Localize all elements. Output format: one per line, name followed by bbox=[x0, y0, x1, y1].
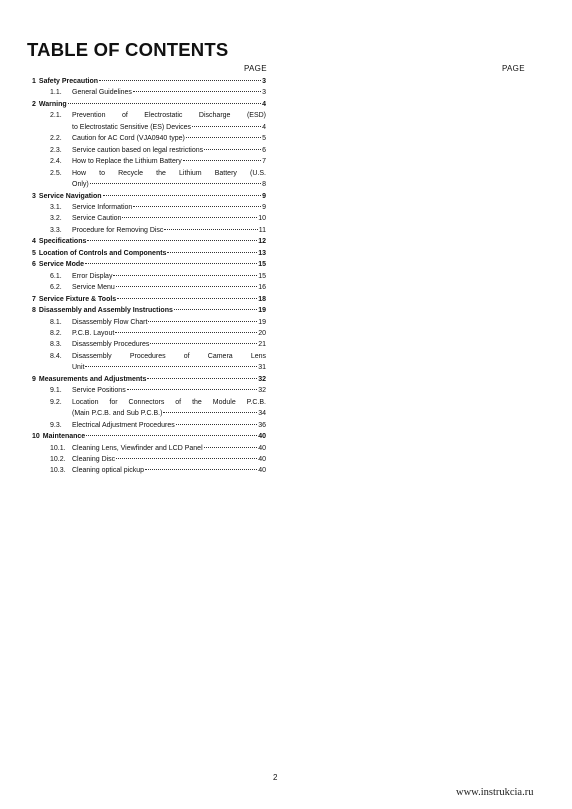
toc-entry-page: 19 bbox=[258, 307, 266, 315]
toc-entry[interactable] bbox=[30, 76, 266, 87]
toc-entry[interactable] bbox=[30, 110, 266, 133]
toc-entry-label: Service Navigation bbox=[38, 192, 102, 200]
toc-entry-label: Error Display bbox=[72, 272, 113, 280]
toc-entry-page: 12 bbox=[258, 238, 266, 246]
toc-leader bbox=[115, 332, 257, 333]
toc-entry-page: 20 bbox=[258, 329, 266, 337]
toc-entry-number: 10 bbox=[32, 433, 40, 441]
toc-entry-number: 10.1. bbox=[50, 444, 66, 452]
toc-leader bbox=[176, 424, 257, 425]
toc-entry-page: 3 bbox=[262, 78, 266, 85]
toc-leader bbox=[116, 458, 257, 459]
toc-entry-label: Service Mode bbox=[38, 261, 85, 269]
toc-entry[interactable] bbox=[30, 145, 266, 156]
toc-entry-page: 3 bbox=[262, 89, 266, 97]
toc-entry-label: Service Positions bbox=[72, 387, 126, 395]
toc-entry[interactable] bbox=[30, 87, 266, 98]
toc-entry-number: 8.4. bbox=[50, 352, 62, 360]
toc-entry-number: 2.4. bbox=[50, 158, 62, 166]
toc-entry-page: 40 bbox=[258, 467, 266, 475]
toc-entry-number: 6.2. bbox=[50, 284, 62, 292]
toc-entry-number: 8.3. bbox=[50, 341, 62, 349]
toc-entry-page: 40 bbox=[258, 444, 266, 452]
toc-entry[interactable] bbox=[30, 420, 266, 431]
toc-entry-number: 7 bbox=[32, 295, 36, 303]
toc-entry-page: 40 bbox=[258, 455, 266, 463]
toc-leader bbox=[87, 240, 257, 241]
toc-leader bbox=[113, 275, 257, 276]
toc-entry-number: 3.2. bbox=[50, 215, 62, 223]
toc-entry[interactable] bbox=[30, 305, 266, 316]
toc-leader bbox=[167, 252, 257, 253]
toc-entry-label: General Guidelines bbox=[72, 89, 132, 97]
toc-entry-page: 9 bbox=[262, 203, 266, 211]
toc-entry[interactable] bbox=[30, 271, 266, 282]
toc-entry-label: Cleaning Lens, Viewfinder and LCD Panel bbox=[72, 444, 203, 452]
toc-leader bbox=[127, 389, 258, 390]
toc-entry-page: 5 bbox=[262, 135, 266, 143]
toc-leader bbox=[204, 149, 261, 150]
toc-entry-label: Specifications bbox=[38, 238, 87, 246]
toc-leader bbox=[192, 126, 261, 127]
toc-entry-label: Disassembly and Assembly Instructions bbox=[38, 307, 173, 315]
toc-entry[interactable] bbox=[30, 99, 266, 110]
table-of-contents bbox=[30, 76, 266, 477]
toc-entry[interactable] bbox=[30, 339, 266, 350]
toc-leader bbox=[163, 412, 257, 413]
toc-leader bbox=[133, 206, 261, 207]
toc-entry-label: Warning bbox=[38, 100, 67, 108]
toc-entry-label-continued: Only) bbox=[72, 181, 89, 189]
toc-leader bbox=[174, 309, 257, 310]
toc-entry-number: 2.1. bbox=[50, 112, 62, 120]
toc-entry[interactable] bbox=[30, 431, 266, 442]
toc-entry-number: 3 bbox=[32, 192, 36, 200]
toc-entry[interactable] bbox=[30, 294, 266, 305]
toc-entry-number: 10.2. bbox=[50, 455, 66, 463]
toc-leader bbox=[145, 469, 257, 470]
toc-entry-label: Measurements and Adjustments bbox=[38, 375, 147, 383]
toc-leader bbox=[90, 183, 261, 184]
toc-entry-page: 6 bbox=[262, 146, 266, 154]
toc-entry-page: 4 bbox=[262, 100, 266, 108]
toc-entry-label-continued: (Main P.C.B. and Sub P.C.B.) bbox=[72, 410, 163, 418]
toc-entry-page: 21 bbox=[258, 341, 266, 349]
toc-entry[interactable] bbox=[30, 385, 266, 396]
toc-leader bbox=[103, 195, 262, 196]
toc-entry-page: 34 bbox=[258, 410, 266, 418]
footer-page-number: 2 bbox=[273, 773, 278, 782]
toc-entry-page: 16 bbox=[258, 284, 266, 292]
toc-entry-label: Safety Precaution bbox=[38, 78, 99, 85]
toc-leader bbox=[164, 229, 257, 230]
toc-entry[interactable] bbox=[30, 282, 266, 293]
toc-entry-page: 40 bbox=[258, 433, 266, 441]
toc-entry-label: Prevention of Electrostatic Discharge (ESD) bbox=[72, 112, 266, 120]
toc-entry-number: 2.5. bbox=[50, 169, 62, 177]
toc-entry-label: Disassembly Procedures of Camera Lens bbox=[72, 352, 266, 360]
toc-entry-label: Service caution based on legal restrictions bbox=[72, 146, 204, 154]
toc-entry-label: Cleaning Disc bbox=[72, 455, 116, 463]
toc-leader bbox=[68, 103, 261, 104]
toc-entry-label: Caution for AC Cord (VJA0940 type) bbox=[72, 135, 185, 143]
toc-leader bbox=[85, 366, 257, 367]
toc-entry-number: 9.1. bbox=[50, 387, 62, 395]
toc-entry[interactable] bbox=[30, 213, 266, 224]
toc-leader bbox=[85, 263, 257, 264]
toc-leader bbox=[99, 80, 261, 81]
toc-entry-page: 19 bbox=[258, 318, 266, 326]
toc-entry-page: 7 bbox=[262, 158, 266, 166]
toc-entry-number: 6.1. bbox=[50, 272, 62, 280]
toc-entry-number: 1 bbox=[32, 78, 36, 85]
toc-entry[interactable] bbox=[30, 202, 266, 213]
toc-entry-label: How to Recycle the Lithium Battery (U.S. bbox=[72, 169, 266, 177]
toc-entry[interactable] bbox=[30, 236, 266, 247]
toc-entry-number: 2.3. bbox=[50, 146, 62, 154]
toc-entry-label-continued: Unit bbox=[72, 364, 85, 372]
toc-entry[interactable] bbox=[30, 168, 266, 191]
toc-entry-number: 5 bbox=[32, 249, 36, 257]
toc-entry-label: P.C.B. Layout bbox=[72, 329, 115, 337]
page-column-header-left: PAGE bbox=[244, 64, 267, 73]
toc-entry-label-continued: to Electrostatic Sensitive (ES) Devices bbox=[72, 123, 192, 131]
toc-leader bbox=[86, 435, 257, 436]
toc-entry-page: 32 bbox=[258, 375, 266, 383]
toc-entry-label: Cleaning optical pickup bbox=[72, 467, 144, 475]
toc-entry[interactable] bbox=[30, 454, 266, 465]
toc-entry-number: 2.2. bbox=[50, 135, 62, 143]
toc-leader bbox=[122, 217, 257, 218]
toc-entry-label: Service Fixture & Tools bbox=[38, 295, 117, 303]
toc-entry-number: 2 bbox=[32, 100, 36, 108]
page-column-header-right: PAGE bbox=[502, 64, 525, 73]
toc-entry[interactable] bbox=[30, 465, 266, 476]
toc-entry[interactable] bbox=[30, 133, 266, 144]
toc-leader bbox=[116, 286, 257, 287]
toc-entry[interactable] bbox=[30, 374, 266, 385]
toc-entry-number: 3.1. bbox=[50, 203, 62, 211]
toc-entry-page: 8 bbox=[262, 181, 266, 189]
toc-entry-page: 18 bbox=[258, 295, 266, 303]
page-title: TABLE OF CONTENTS bbox=[27, 39, 229, 60]
toc-leader bbox=[204, 447, 258, 448]
toc-entry-page: 11 bbox=[258, 226, 266, 234]
toc-entry-number: 4 bbox=[32, 238, 36, 246]
toc-entry-number: 8.2. bbox=[50, 329, 62, 337]
toc-entry[interactable] bbox=[30, 443, 266, 454]
toc-entry-number: 8 bbox=[32, 307, 36, 315]
toc-entry-label: Maintenance bbox=[42, 433, 86, 441]
toc-entry[interactable] bbox=[30, 248, 266, 259]
toc-entry-number: 9 bbox=[32, 375, 36, 383]
toc-entry[interactable] bbox=[30, 191, 266, 202]
toc-entry-page: 9 bbox=[262, 192, 266, 200]
toc-entry[interactable] bbox=[30, 225, 266, 236]
toc-entry-page: 36 bbox=[258, 421, 266, 429]
toc-entry-number: 9.3. bbox=[50, 421, 62, 429]
toc-entry-label: Procedure for Removing Disc bbox=[72, 226, 164, 234]
toc-entry-number: 8.1. bbox=[50, 318, 62, 326]
toc-entry-page: 15 bbox=[258, 272, 266, 280]
toc-entry-number: 9.2. bbox=[50, 398, 62, 406]
toc-leader bbox=[147, 378, 257, 379]
toc-entry-label: Disassembly Procedures bbox=[72, 341, 150, 349]
toc-entry-label: Service Menu bbox=[72, 284, 115, 292]
toc-entry-page: 15 bbox=[258, 261, 266, 269]
toc-entry-label: Service Information bbox=[72, 203, 133, 211]
toc-entry-page: 13 bbox=[258, 249, 266, 257]
toc-entry[interactable] bbox=[30, 317, 266, 328]
toc-entry-label: Location for Connectors of the Module P.C.B. bbox=[72, 398, 266, 406]
toc-leader bbox=[186, 137, 261, 138]
toc-entry-label: Service Caution bbox=[72, 215, 122, 223]
toc-leader bbox=[117, 298, 257, 299]
toc-entry-label: How to Replace the Lithium Battery bbox=[72, 158, 182, 166]
toc-entry-page: 32 bbox=[258, 387, 266, 395]
toc-leader bbox=[150, 343, 257, 344]
toc-entry-label: Location of Controls and Components bbox=[38, 249, 167, 257]
toc-entry-number: 10.3. bbox=[50, 467, 66, 475]
toc-entry-label: Disassembly Flow Chart bbox=[72, 318, 148, 326]
toc-leader bbox=[133, 91, 261, 92]
toc-leader bbox=[148, 321, 257, 322]
toc-entry-page: 10 bbox=[258, 215, 266, 223]
toc-entry[interactable] bbox=[30, 328, 266, 339]
toc-entry-page: 31 bbox=[258, 364, 266, 372]
toc-entry-number: 1.1. bbox=[50, 89, 62, 97]
toc-entry[interactable] bbox=[30, 259, 266, 270]
toc-leader bbox=[183, 160, 261, 161]
toc-entry-number: 3.3. bbox=[50, 226, 62, 234]
watermark: www.instrukcia.ru bbox=[456, 787, 534, 798]
toc-entry[interactable] bbox=[30, 397, 266, 420]
toc-entry-label: Electrical Adjustment Procedures bbox=[72, 421, 175, 429]
toc-entry[interactable] bbox=[30, 156, 266, 167]
toc-entry[interactable] bbox=[30, 351, 266, 374]
toc-entry-number: 6 bbox=[32, 261, 36, 269]
toc-entry-page: 4 bbox=[262, 123, 266, 131]
